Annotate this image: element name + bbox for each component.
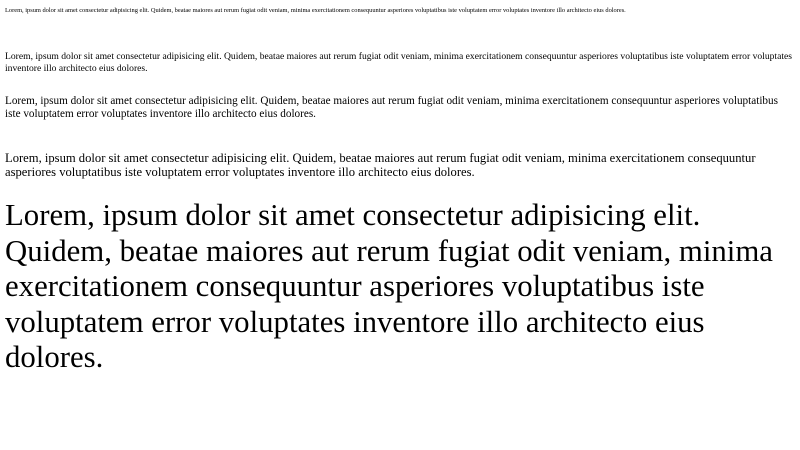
paragraph-normal: Lorem, ipsum dolor sit amet consectetur adipisicing elit. Quidem, beatae maiores aut rerum fugiat odit veniam, minima exercitationem consequuntur asperiores voluptatibus iste voluptatem error voluptates inventore illo architecto eius dolores. (5, 151, 756, 179)
paragraph-tiny: Lorem, ipsum dolor sit amet consectetur adipisicing elit. Quidem, beatae maiores aut rerum fugiat odit veniam, minima exercitationem consequuntur asperiores voluptatibus iste voluptatem error voluptates inventore illo architecto eius dolores. (5, 7, 626, 14)
paragraph-small: Lorem, ipsum dolor sit amet consectetur adipisicing elit. Quidem, beatae maiores aut rerum fugiat odit veniam, minima exercitationem consequuntur asperiores voluptatibus iste voluptatem error voluptates inventore illo architecto eius dolores. (5, 51, 793, 74)
paragraph-medium: Lorem, ipsum dolor sit amet consectetur adipisicing elit. Quidem, beatae maiores aut rerum fugiat odit veniam, minima exercitationem consequuntur asperiores voluptatibus iste voluptatem error voluptates inventore illo architecto eius dolores. (5, 95, 778, 120)
paragraph-large: Lorem, ipsum dolor sit amet consectetur adipisicing elit. Quidem, beatae maiores aut rerum fugiat odit veniam, minima exercitationem consequuntur asperiores voluptatibus iste voluptatem error voluptates inventore illo architecto eius dolores. (5, 198, 773, 374)
